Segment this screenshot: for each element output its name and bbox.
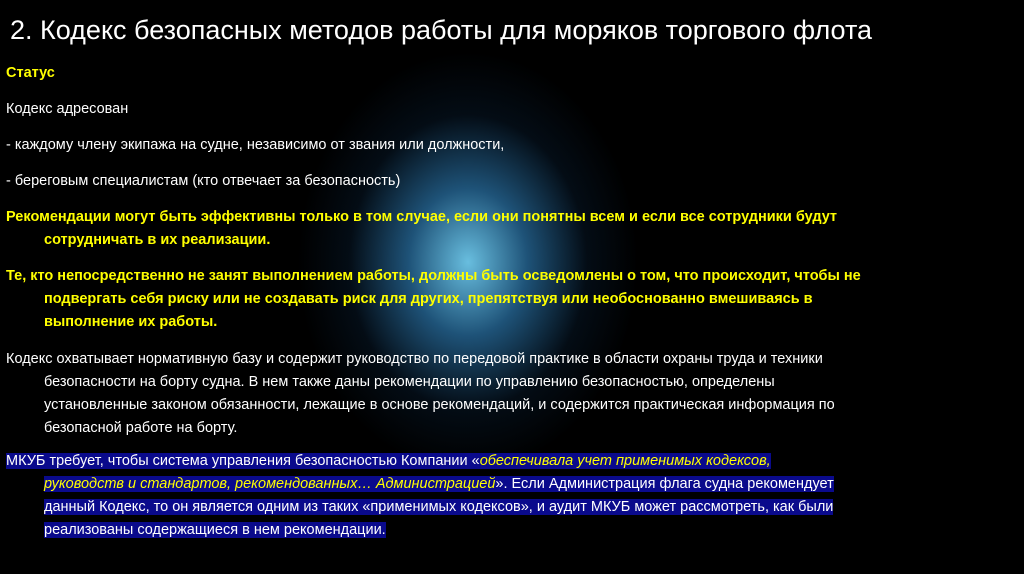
ism-line-4-wrap [6,519,834,542]
ism-line-4: реализованы содержащиеся в нем рекомендации. [44,522,386,538]
ism-quote-1: обеспечивала учет применимых кодексов, [479,453,771,469]
recommendation-paragraph [6,206,837,252]
ism-line-3: данный Кодекс, то он является одним из таких «применимых кодексов», и аудит МКУБ может рассмотреть, как были [44,499,834,515]
rec-line-2: сотрудничать в их реализации. [44,232,271,248]
ism-line-3-wrap [6,496,834,519]
scope-line-1: Кодекс охватывает нормативную базу и содержит руководство по передовой практике в области охраны труда и техники [6,351,823,367]
slide-title: 2. Кодекс безопасных методов работы для моряков торгового флота [10,15,873,45]
ism-line-2-text: ». Если Администрация флага судна рекомендует [495,476,834,492]
scope-line-4: безопасной работе на борту. [44,420,238,436]
bullet-crew: - каждому члену экипажа на судне, независимо от звания или должности, [6,137,505,153]
informed-line-2: подвергать себя риску или не создавать риск для других, препятствуя или необоснованно вмешиваясь в [44,291,813,307]
ism-line-2-wrap [6,473,834,496]
scope-line-3: установленные законом обязанности, лежащие в основе рекомендаций, и содержится практическая информация по [44,397,835,413]
ism-line-1 [6,453,771,469]
rec-line-1: Рекомендации могут быть эффективны только в том случае, если они понятны всем и если все сотрудники будут [6,209,838,225]
scope-paragraph [6,348,835,440]
ism-quote-2: руководств и стандартов, рекомендованных… Администрацией [44,476,496,492]
ism-line-1-text: МКУБ требует, чтобы система управления безопасностью Компании « [6,453,480,469]
informed-line-1: Те, кто непосредственно не занят выполнением работы, должны быть осведомлены о том, что происходит, чтобы не [6,268,861,284]
scope-line-2: безопасности на борту судна. В нем также даны рекомендации по управлению безопасностью, определены [44,374,775,390]
ism-paragraph [6,450,834,542]
addressed-heading: Кодекс адресован [6,101,129,117]
bullet-shore: - береговым специалистам (кто отвечает за безопасность) [6,173,401,189]
status-label: Статус [6,65,55,81]
informed-line-3: выполнение их работы. [44,314,218,330]
ism-line-2 [44,476,834,492]
informed-paragraph [6,265,861,334]
